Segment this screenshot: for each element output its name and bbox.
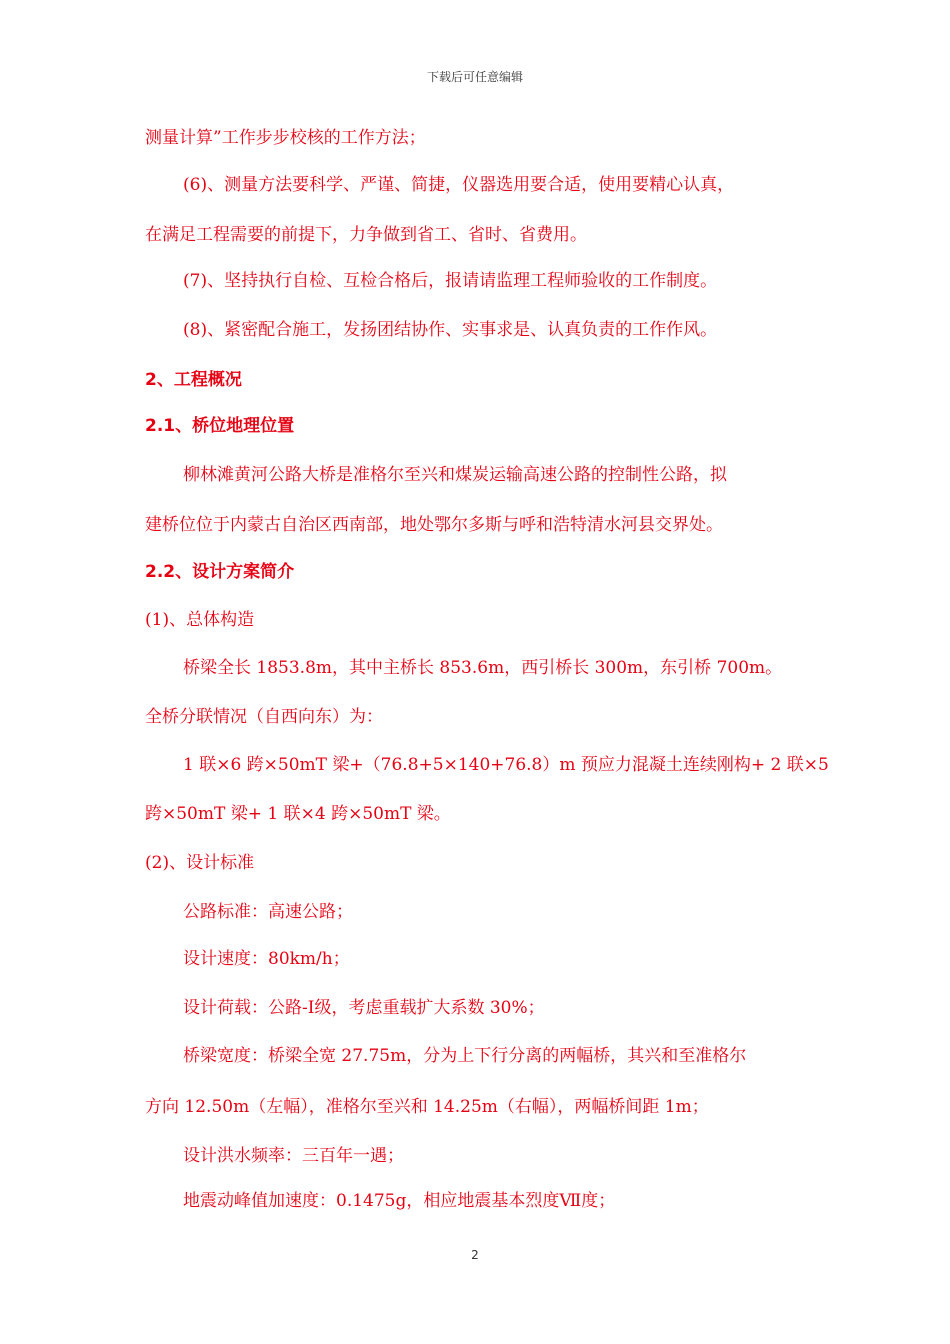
spec-line: 设计速度：80km/h； bbox=[183, 949, 350, 969]
sub-item-heading: (2)、设计标准 bbox=[145, 853, 255, 873]
paragraph-line: 桥梁全长 1853.8m，其中主桥长 853.6m，西引桥长 300m，东引桥 700m。 bbox=[183, 658, 783, 678]
paragraph-line: 建桥位位于内蒙古自治区西南部，地处鄂尔多斯与呼和浩特清水河县交界处。 bbox=[145, 515, 723, 535]
list-item-7: (7)、坚持执行自检、互检合格后，报请请监理工程师验收的工作制度。 bbox=[183, 271, 718, 291]
spec-line: 公路标准：高速公路； bbox=[183, 902, 353, 922]
paragraph-line: 柳林滩黄河公路大桥是准格尔至兴和煤炭运输高速公路的控制性公路，拟 bbox=[183, 465, 727, 485]
spec-line: 地震动峰值加速度：0.1475g，相应地震基本烈度Ⅶ度； bbox=[183, 1191, 616, 1211]
subsection-heading: 2.2、设计方案简介 bbox=[145, 562, 295, 582]
paragraph-line: 跨×50mT 梁+ 1 联×4 跨×50mT 梁。 bbox=[145, 804, 451, 824]
paragraph-line: 1 联×6 跨×50mT 梁+（76.8+5×140+76.8）m 预应力混凝土连续刚构+ 2 联×5 bbox=[183, 755, 829, 775]
page-number: 2 bbox=[471, 1248, 479, 1262]
sub-item-heading: (1)、总体构造 bbox=[145, 610, 255, 630]
spec-line: 方向 12.50m（左幅），准格尔至兴和 14.25m（右幅），两幅桥间距 1m； bbox=[145, 1097, 709, 1117]
spec-line: 设计洪水频率：三百年一遇； bbox=[183, 1146, 404, 1166]
list-item-6: (6)、测量方法要科学、严谨、简捷，仪器选用要合适，使用要精心认真， bbox=[183, 175, 735, 195]
paragraph-line: 在满足工程需要的前提下，力争做到省工、省时、省费用。 bbox=[145, 225, 587, 245]
paragraph-line: 全桥分联情况（自西向东）为： bbox=[145, 707, 383, 727]
spec-line: 桥梁宽度：桥梁全宽 27.75m，分为上下行分离的两幅桥，其兴和至准格尔 bbox=[183, 1046, 747, 1066]
paragraph-line: 测量计算”工作步步校核的工作方法； bbox=[145, 128, 426, 148]
section-heading: 2、工程概况 bbox=[145, 370, 242, 390]
spec-line: 设计荷载：公路-Ⅰ级，考虑重载扩大系数 30%； bbox=[183, 998, 545, 1018]
page-header: 下载后可任意编辑 bbox=[426, 70, 523, 84]
subsection-heading: 2.1、桥位地理位置 bbox=[145, 416, 295, 436]
list-item-8: (8)、紧密配合施工，发扬团结协作、实事求是、认真负责的工作作风。 bbox=[183, 320, 718, 340]
